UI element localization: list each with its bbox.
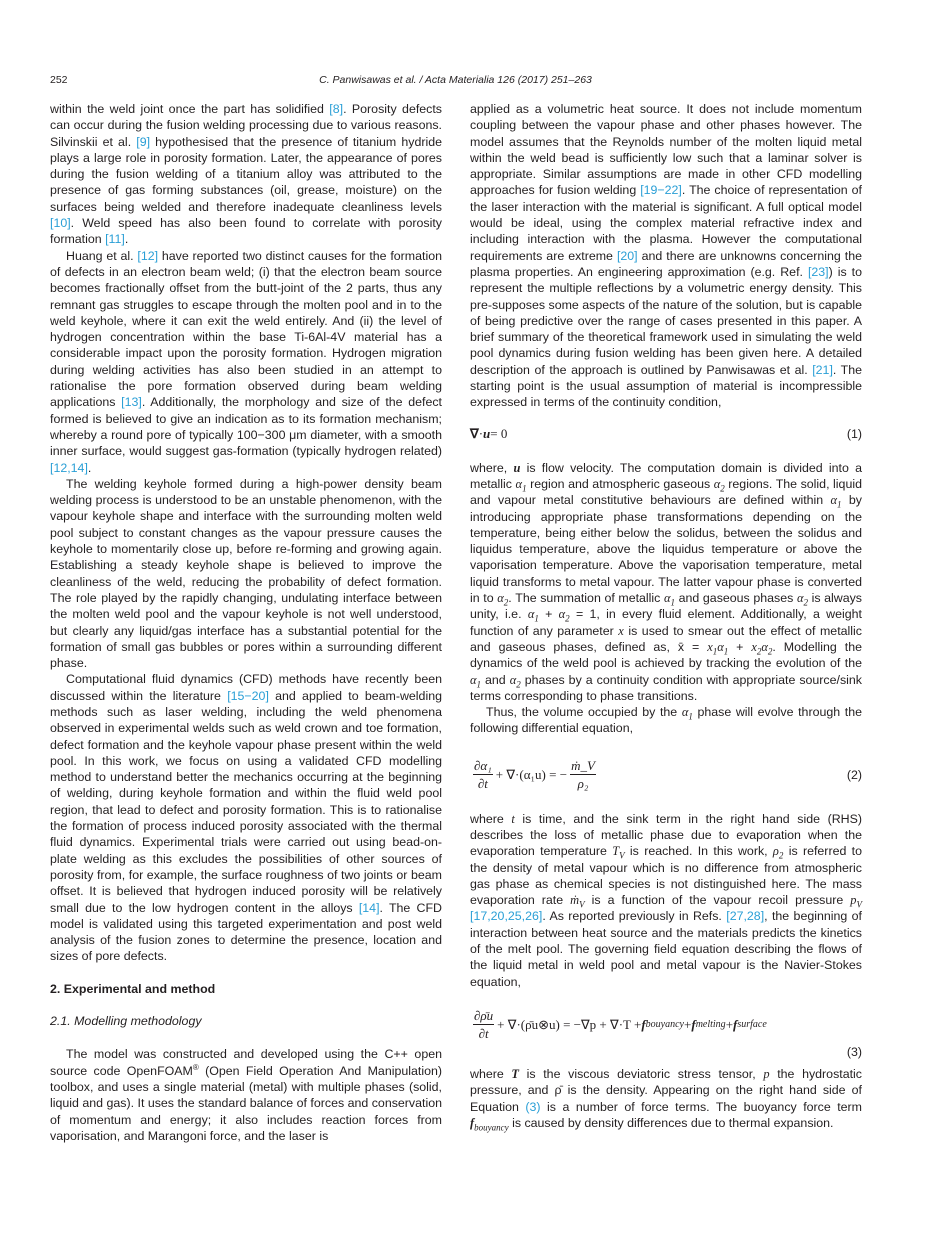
paragraph: Huang et al. [12] have reported two distinct causes for the formation of defects in an electron beam weld; (i) that the electron beam source becomes fractionally offset from the butt-joint of the 2 parts, thus any remnant gas struggles to escape through the molten pool and in to the weld keyhole, where it can exit the weld entirely. And (ii) the level of hydrogen concentration within the base Ti-6Al-4V material has a considerable impact upon the porosity formation. Hydrogen migration during welding activities has also been studied in an attempt to rationalise the pore formation observed during beam welding applications [13]. Additionally, the morphology and size of the defect formed is believed to give an indication as to its formation mechanism; whereby a round pore of typically 100−300 μm diameter, with a smooth inner surface, would suggest gas-formation (typically hydrogen related) [12,14]. bbox=[50, 248, 442, 475]
math-subscript: 2 bbox=[767, 646, 773, 657]
denominator: ∂t bbox=[477, 776, 488, 792]
equation-2 bbox=[470, 753, 862, 797]
math-symbol: $\alpha_2$ bbox=[713, 476, 725, 494]
paragraph: The welding keyhole formed during a high-power density beam welding process is understood to be an unstable phenomenon, with the vapour keyhole shape and interface with the surrounding molten weld pool subject to constant changes as the vapour pressure causes the keyhole to momentarily close up, before re-forming and growing again. Establishing a steady keyhole shape is believed to improve the cleanliness of the weld, reducing the probability of defect formation. The role played by the rapidly changing, undulating interface between the molten weld pool and the vapour keyhole is not well understood, but clearly any liquid/gas interface has a substantial potential for the formation of small gas bubbles or pores within a surrounding different phase. bbox=[50, 476, 442, 671]
math-subscript: bouyancy bbox=[474, 1122, 509, 1133]
equation-number: (3) bbox=[846, 1044, 862, 1059]
math-subscript: 1 bbox=[476, 678, 482, 689]
math-subscript: 1 bbox=[837, 499, 842, 510]
section-heading: 2. Experimental and method bbox=[50, 981, 216, 996]
citation-link[interactable]: [12] bbox=[137, 248, 159, 263]
math-symbol: p bbox=[763, 1066, 770, 1081]
citation-link[interactable]: [23] bbox=[807, 264, 829, 279]
denominator: ∂t bbox=[478, 1026, 489, 1042]
citation-link[interactable]: [11] bbox=[105, 232, 125, 247]
paragraph: within the weld joint once the part has solidified [8]. Porosity defects can occur during the fusion welding processing due to various reasons. Silvinskii et al. [9] hypothesised that the presence of titanium hydride plays a large role in porosity formation. Later, the appearance of pores during the fusion welding of a titanium alloy was attributed to the presence of gas forming substances (oil, grease, moisture) on the surfaces being welded and therefore inadequate cleanliness levels [10]. Weld speed has also been found to correlate with porosity formation [11]. bbox=[50, 102, 442, 247]
fraction bbox=[473, 1007, 494, 1042]
paragraph: The model was constructed and developed using the C++ open source code OpenFOAM® (Open Field Operation And Manipulation) toolbox, and uses a single material (metal) with multiple phases (solid, liquid and gas). It uses the standard balance of forces and conservation of momentum and energy; it also includes reaction forces from vaporisation, and Marangoni force, and the laser is bbox=[50, 1047, 442, 1143]
numerator: ∂ρ̄u bbox=[474, 1008, 494, 1024]
paragraph: Computational fluid dynamics (CFD) methods have recently been discussed within the literature [15−20] and applied to beam-welding methods such as laser welding, including the weld phenomena observed in experimental welds such as weld crown and toe formation, defect formation and the keyhole vapour phase present within the weld pool. In this work, we focus on using a validated CFD modelling method to understand better the mechanics occurring at the beginning of welding, during keyhole formation and within the fluid weld pool region, that lead to defect and porosity formation. This is to rationalise the formation of process induced porosity associated with the thermal fluid dynamics. Experimental trials were carried out using bead-on-plate welding as this excludes the possibilities of other sources of porosity from, for example, the surface roughness of two joints or beam offset. It is believed that hydrogen induced porosity will be relatively small due to the low hydrogen content in the alloys [14]. The CFD model is validated using this targeted experimentation and post weld analysis of the fusion zones to determine the presence, location and sizes of pore defects. bbox=[50, 672, 442, 964]
math-subscript: 2 bbox=[778, 850, 784, 861]
equation-rhs: = 0 bbox=[490, 426, 508, 442]
math-symbol: $\rho_2$ bbox=[772, 844, 784, 861]
math-symbol: $x_2$ bbox=[751, 639, 762, 657]
citation-link[interactable]: (3) bbox=[525, 1099, 541, 1114]
math-symbol: $\alpha_2$ bbox=[558, 607, 570, 624]
math-subscript: 1 bbox=[723, 646, 729, 657]
math-vector-symbol: f bbox=[470, 1115, 475, 1130]
math-subscript: 1 bbox=[670, 597, 676, 608]
running-header bbox=[50, 72, 861, 88]
math-symbol: $\alpha_1$ bbox=[527, 607, 539, 624]
citation-link[interactable]: [19−22] bbox=[640, 183, 682, 198]
equation-number: (2) bbox=[846, 767, 862, 782]
math-subscript: 2 bbox=[756, 646, 762, 657]
paragraph: where, u is flow velocity. The computation domain is divided into a metallic $\alpha_1$ region and atmospheric gaseous $\alpha_2$ regions. The solid, liquid and vapour metal constitutive behaviours are defined within $\alpha_1$ by introducing appropriate phase transformations depending on the temperature, being either below the solidus, between the solidus and liquidus temperature, above the liquidus temperature or above the vaporisation temperature. Above the vaporisation temperature, metal liquid transforms to metal vapour. The latter vapour phase is converted in to $\alpha_2$. The summation of metallic $\alpha_1$ and gaseous phases $\alpha_2$ is always unity, i.e. $\alpha_1 + \alpha_2 = 1$, in every fluid element. Additionally, a weight function of any parameter x is used to smear out the effect of metallic and gaseous phases, defined as, x̄ = $x_1\alpha_1 + x_2\alpha_2$. Modelling the dynamics of the weld pool is achieved by tracking the evolution of the $\alpha_1$ and $\alpha_2$ phases by a continuity condition with appropriate source/sink terms corresponding to phase transitions. bbox=[470, 460, 862, 703]
math-subscript: V bbox=[856, 899, 862, 910]
math-symbol: t bbox=[511, 811, 515, 826]
equation-number: (1) bbox=[846, 427, 862, 442]
math-symbol: $\alpha_1$ bbox=[515, 476, 527, 494]
paragraph: where T is the viscous deviatoric stress tensor, p the hydrostatic pressure, and ρ̄ is the density. Appearing on the right hand side of Equation (3) is a number of force terms. The buoyancy force term $f_{bouyancy}$ is caused by density differences due to thermal expansion. bbox=[470, 1066, 863, 1133]
equation-middle: + ∇·(ρ̄u⊗u) = −∇p + ∇·T + bbox=[497, 1016, 642, 1032]
math-subscript: 2 bbox=[565, 613, 570, 624]
math-symbol: $\alpha_1$ bbox=[664, 591, 676, 608]
force-symbol: f bbox=[733, 1016, 738, 1032]
citation-link[interactable]: [8] bbox=[329, 102, 344, 116]
equation-middle: + ∇·(α₁u) = − bbox=[495, 766, 568, 782]
math-subscript: V bbox=[619, 850, 625, 861]
fraction bbox=[570, 757, 596, 792]
dot-operator: · bbox=[478, 426, 484, 442]
equation-1 bbox=[470, 419, 862, 451]
math-symbol: $x_1$ bbox=[707, 639, 718, 657]
paragraph: applied as a volumetric heat source. It does not include momentum coupling between the vapour phase and other phases however. The model assumes that the Reynolds number of the molten liquid metal within the weld bead is sufficiently low such that a laminar solver is appropriate. Similar assumptions are made in other CFD modelling approaches for fusion welding [19−22]. The choice of representation of the laser interaction with the material is significant. A full optical model would be ideal, using the complex material refractive index and including interaction with the plasma. However the computational requirements are extreme [20] and there are unknowns concerning the plasma properties. An engineering approximation (e.g. Ref. [23]) is to represent the multiple reflections by a volumetric energy density. This pre-supposes some aspects of the nature of the solution, but is capable of being predictive over the range of cases presented in this paper. A brief summary of the theoretical framework used in simulating the weld pool dynamics during fusion welding has been given here. A detailed description of the approach is outlined by Panwisawas et al. [21]. The starting point is the usual assumption of material is incompressible expressed in terms of the continuity condition, bbox=[470, 102, 862, 410]
registered-mark: ® bbox=[192, 1062, 199, 1072]
math-symbol: $p_V$ bbox=[850, 893, 862, 910]
numerator: ṁ_V bbox=[571, 758, 595, 774]
citation-link[interactable]: [15−20] bbox=[227, 688, 269, 703]
subsection-heading: 2.1. Modelling methodology bbox=[50, 1014, 202, 1029]
math-symbol: $\alpha_2$ bbox=[796, 591, 808, 608]
force-subscript: bouyancy bbox=[645, 1018, 684, 1030]
force-symbol: f bbox=[691, 1016, 696, 1032]
running-title: C. Panwisawas et al. / Acta Materialia 126 (2017) 251–263 bbox=[319, 74, 592, 86]
citation-link[interactable]: [14] bbox=[358, 900, 380, 915]
math-vector-symbol: u bbox=[513, 460, 521, 475]
math-subscript: 1 bbox=[522, 483, 527, 494]
force-subscript: surface bbox=[737, 1018, 767, 1030]
plus-operator: + bbox=[684, 1016, 692, 1032]
citation-link[interactable]: [27,28] bbox=[726, 909, 765, 924]
math-subscript: 1 bbox=[534, 613, 539, 624]
math-symbol: ṁ$_V$ bbox=[570, 893, 585, 910]
paragraph: Thus, the volume occupied by the $\alpha_1$ phase will evolve through the following differential equation, bbox=[470, 705, 862, 736]
citation-link[interactable]: [17,20,25,26] bbox=[470, 909, 543, 924]
math-subscript: 1 bbox=[688, 711, 693, 722]
right-column bbox=[470, 101, 862, 1131]
plus-operator: + bbox=[725, 1016, 734, 1032]
math-subscript: 2 bbox=[516, 678, 521, 689]
citation-link[interactable]: [9] bbox=[136, 134, 151, 149]
math-symbol: $\alpha_1$ bbox=[830, 493, 842, 510]
math-symbol: $\alpha_2$ bbox=[497, 591, 509, 608]
math-symbol: x bbox=[618, 623, 624, 638]
force-symbol: f bbox=[641, 1016, 646, 1032]
citation-link[interactable]: [10] bbox=[50, 216, 71, 231]
paragraph: where t is time, and the sink term in the right hand side (RHS) describes the loss of metallic phase due to evaporation when the evaporation temperature $T_V$ is reached. In this work, $\rho_2$ is referred to the density of metal vapour which is no difference from atmospheric gas phase as chemical species is not distinguished here. The mass evaporation rate ṁ$_V$ is a function of the vapour recoil pressure $p_V$ [17,20,25,26]. As reported previously in Refs. [27,28], the beginning of interaction between heat source and the materials predicts the kinetics of the melt pool. The governing field equation describing the flows of the liquid metal in weld pool and metal vapour is the Navier-Stokes equation, bbox=[470, 811, 862, 989]
math-subscript: V bbox=[579, 899, 585, 910]
left-column bbox=[50, 101, 442, 1144]
math-symbol: $\alpha_2$ bbox=[509, 672, 521, 689]
nabla-symbol: ∇ bbox=[470, 426, 479, 442]
math-symbol: $T_V$ bbox=[612, 844, 625, 861]
math-subscript: 2 bbox=[503, 597, 509, 608]
math-subscript: 2 bbox=[803, 597, 808, 608]
citation-link[interactable]: [13] bbox=[121, 395, 142, 410]
math-vector-symbol: T bbox=[511, 1066, 519, 1081]
math-symbol: $\alpha_1$ bbox=[717, 639, 729, 657]
citation-link[interactable]: [12,14] bbox=[50, 460, 88, 475]
denominator: ρ₂ bbox=[577, 776, 589, 792]
numerator: ∂α₁ bbox=[474, 758, 492, 774]
citation-link[interactable]: [21] bbox=[812, 362, 833, 377]
math-subscript: 1 bbox=[712, 646, 718, 657]
math-symbol: $\alpha_1$ bbox=[470, 672, 482, 689]
fraction bbox=[473, 757, 493, 792]
equation-3 bbox=[470, 1004, 862, 1059]
math-symbol: $\alpha_2$ bbox=[761, 639, 773, 657]
velocity-symbol: u bbox=[483, 426, 491, 442]
math-symbol: $\alpha_1$ bbox=[681, 705, 693, 722]
citation-link[interactable]: [20] bbox=[616, 248, 638, 263]
force-subscript: melting bbox=[695, 1018, 726, 1030]
page-number: 252 bbox=[50, 74, 68, 86]
math-subscript: 2 bbox=[720, 483, 725, 494]
